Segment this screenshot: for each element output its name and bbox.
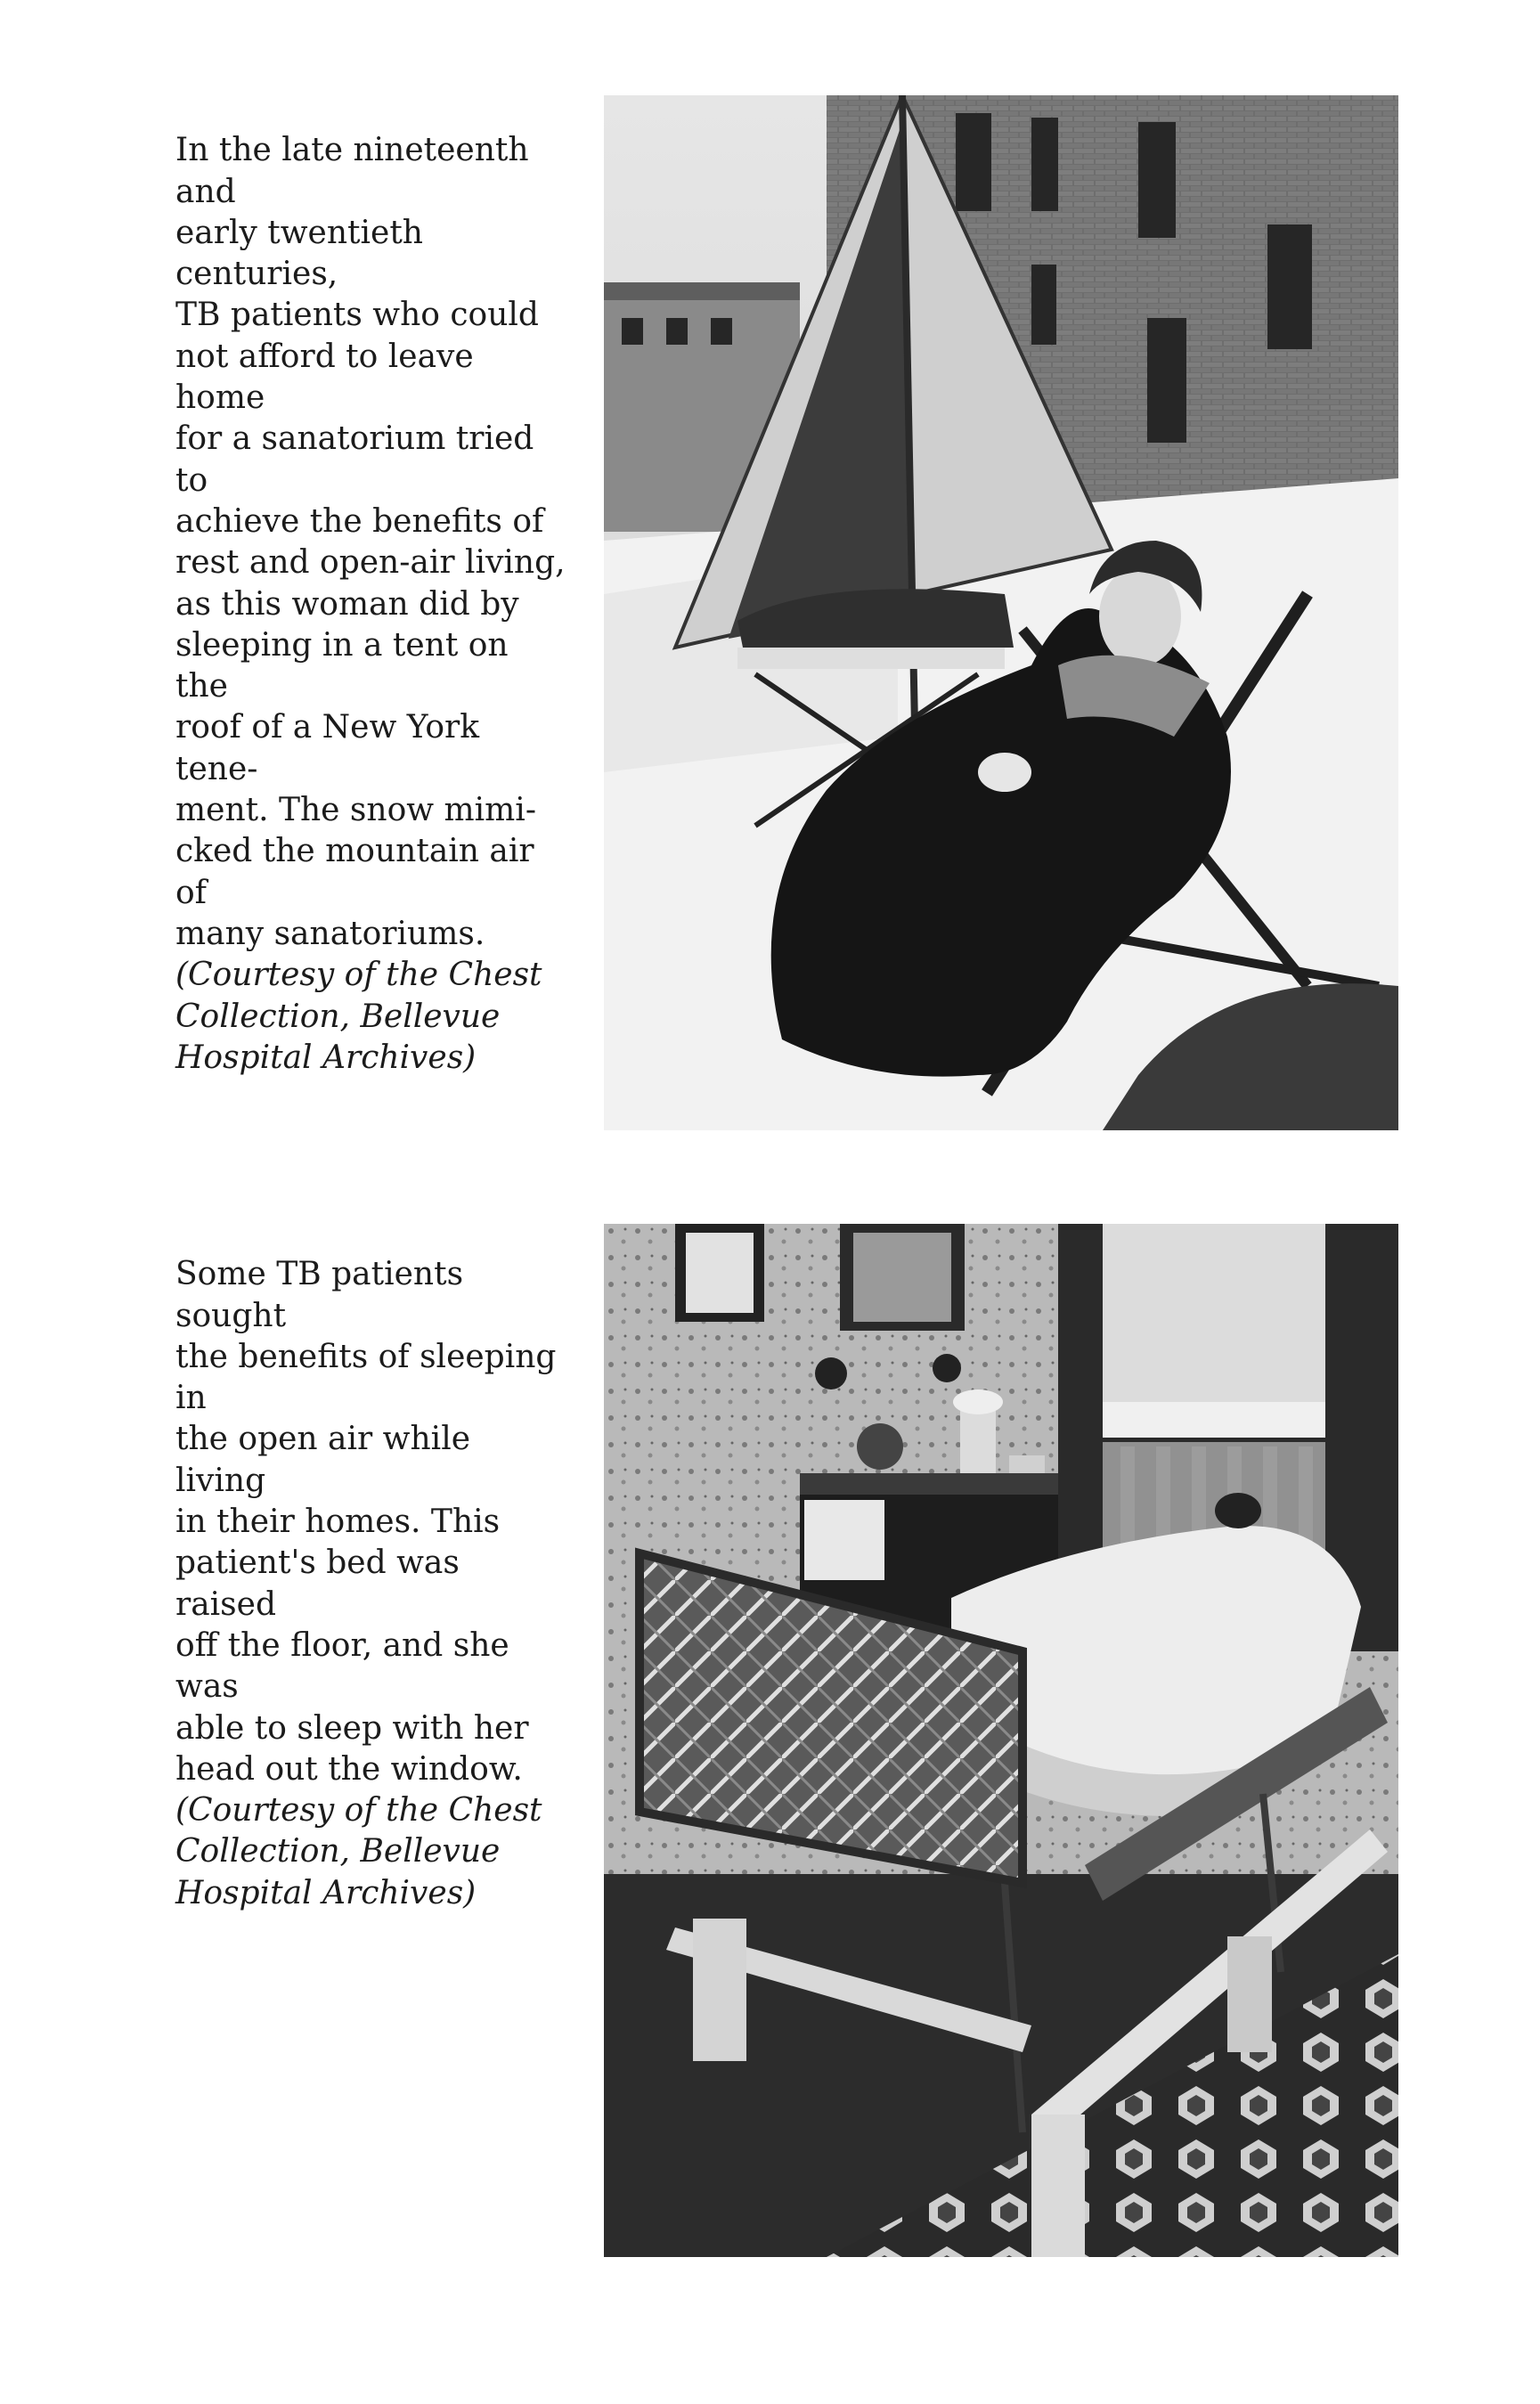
figure-bed-by-window: [0, 1158, 1540, 2316]
rooftop-tent-photo: [604, 95, 1398, 1130]
figure-caption: [175, 89, 567, 1120]
caption-text: Some TB patients sought the benefits of sleeping in the open air while living in their homes. This patient's bed was raised off the floor, and she was able to sleep with her head out the window.: [175, 1256, 557, 1788]
figure-rooftop-tent: [0, 0, 1540, 1158]
photo-credit: (Courtesy of the Chest Collection, Bellevue Hospital Archives): [175, 957, 542, 1076]
bed-by-window-photo: [604, 1224, 1398, 2257]
photo-credit: (Courtesy of the Chest Collection, Bellevue Hospital Archives): [175, 1792, 542, 1911]
figure-caption: [175, 1213, 567, 1955]
caption-text: In the late nineteenth and early twentieth centuries, TB patients who could not afford to leave home for a sanatorium tried to achieve the benefits of rest and open-air living, as this woman did by sleeping in a tent on the roof of a New York tene- ment. The snow mimi- cked the mountain air of many sanatoriums.: [175, 132, 566, 952]
